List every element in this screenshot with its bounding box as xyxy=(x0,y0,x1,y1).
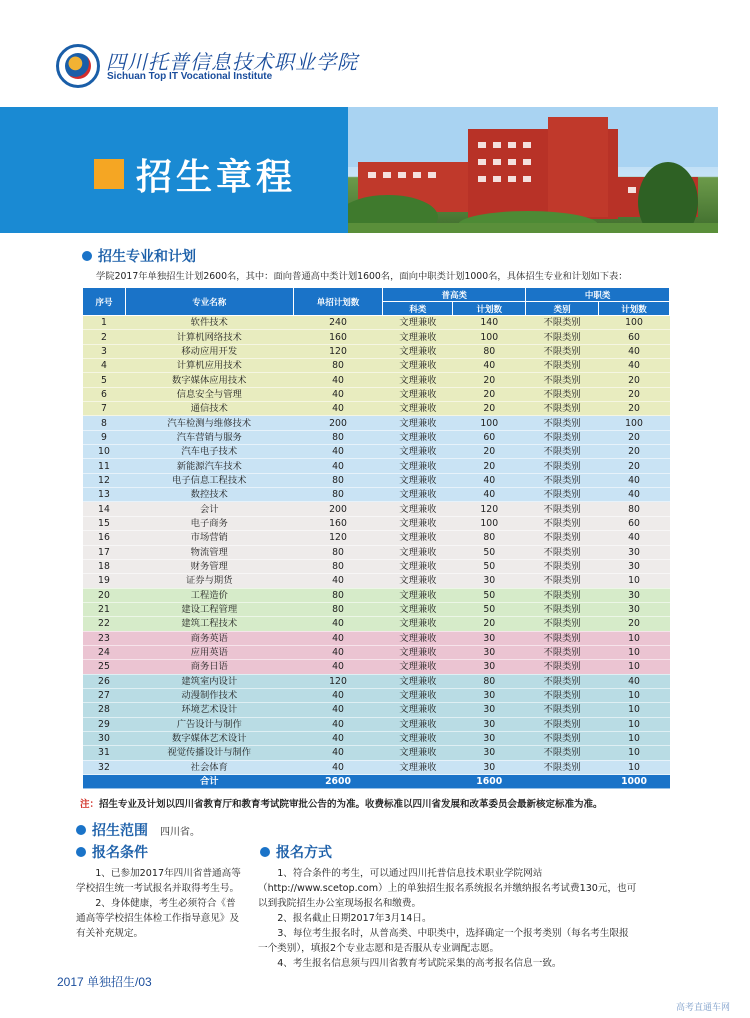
table-cell: 应用英语 xyxy=(125,645,293,659)
table-cell: 20 xyxy=(599,430,670,444)
table-cell: 文理兼收 xyxy=(383,502,453,516)
table-cell: 不限类别 xyxy=(526,617,599,631)
table-cell: 9 xyxy=(83,430,126,444)
table-cell: 汽车电子技术 xyxy=(125,445,293,459)
table-cell: 不限类别 xyxy=(526,473,599,487)
table-row xyxy=(83,387,670,401)
table-cell: 32 xyxy=(83,760,126,774)
table-cell: 数控技术 xyxy=(125,488,293,502)
table-cell: 文理兼收 xyxy=(383,359,453,373)
table-cell: 文理兼收 xyxy=(383,760,453,774)
table-cell: 40 xyxy=(293,445,383,459)
table-row xyxy=(83,703,670,717)
section-scope-heading: 招生范围 四川省。 xyxy=(76,820,200,840)
table-cell: 不限类别 xyxy=(526,688,599,702)
table-cell: 80 xyxy=(293,588,383,602)
th-general: 普高类 xyxy=(383,288,526,302)
table-cell: 120 xyxy=(453,502,526,516)
table-cell: 40 xyxy=(293,402,383,416)
table-cell: 100 xyxy=(453,416,526,430)
table-row xyxy=(83,430,670,444)
section-conditions-heading: 报名条件 xyxy=(76,842,148,862)
school-name-cn: 四川托普信息技术职业学院 xyxy=(106,50,358,74)
table-cell: 14 xyxy=(83,502,126,516)
table-cell: 40 xyxy=(599,488,670,502)
table-cell: 不限类别 xyxy=(526,430,599,444)
table-cell: 不限类别 xyxy=(526,746,599,760)
table-cell: 20 xyxy=(453,617,526,631)
table-cell: 不限类别 xyxy=(526,316,599,330)
table-cell: 11 xyxy=(83,459,126,473)
table-cell: 信息安全与管理 xyxy=(125,387,293,401)
table-cell: 物流管理 xyxy=(125,545,293,559)
table-cell: 40 xyxy=(293,373,383,387)
table-cell: 10 xyxy=(599,574,670,588)
table-cell: 数字媒体艺术设计 xyxy=(125,731,293,745)
table-row xyxy=(83,373,670,387)
table-cell: 30 xyxy=(453,631,526,645)
table-cell: 4 xyxy=(83,359,126,373)
table-cell: 25 xyxy=(83,660,126,674)
table-cell: 证券与期货 xyxy=(125,574,293,588)
table-cell: 40 xyxy=(293,717,383,731)
table-cell: 不限类别 xyxy=(526,660,599,674)
table-cell: 80 xyxy=(453,344,526,358)
table-cell: 40 xyxy=(453,473,526,487)
table-cell: 30 xyxy=(453,703,526,717)
table-row xyxy=(83,760,670,774)
table-cell: 文理兼收 xyxy=(383,387,453,401)
table-row xyxy=(83,531,670,545)
table-cell: 20 xyxy=(599,445,670,459)
total-plan: 2600 xyxy=(293,775,383,789)
school-name-en: Sichuan Top IT Vocational Institute xyxy=(107,71,273,82)
method-item: 1、符合条件的考生，可以通过四川托普信息技术职业学院网站（http://www.scetop.com）上的单独招生报名系统报名并缴纳报名考试费130元，也可以到我院招生办公室现场报名和缴费。 xyxy=(258,868,637,909)
table-cell: 不限类别 xyxy=(526,531,599,545)
table-cell: 文理兼收 xyxy=(383,445,453,459)
plan-intro: 学院2017年单独招生计划2600名，其中：面向普通高中类计划1600名，面向中职类计划1000名，具体招生专业和计划如下表： xyxy=(96,271,628,282)
table-cell: 24 xyxy=(83,645,126,659)
campus-photo xyxy=(348,107,718,233)
total-row xyxy=(83,775,670,789)
table-cell: 20 xyxy=(599,617,670,631)
table-cell: 文理兼收 xyxy=(383,660,453,674)
table-cell: 40 xyxy=(599,344,670,358)
table-cell: 40 xyxy=(293,746,383,760)
table-cell: 动漫制作技术 xyxy=(125,688,293,702)
table-cell: 80 xyxy=(293,545,383,559)
table-cell: 20 xyxy=(599,387,670,401)
table-cell: 10 xyxy=(599,688,670,702)
table-cell: 13 xyxy=(83,488,126,502)
table-cell: 20 xyxy=(453,373,526,387)
table-cell: 文理兼收 xyxy=(383,703,453,717)
table-cell: 40 xyxy=(599,359,670,373)
table-cell: 10 xyxy=(599,645,670,659)
table-cell: 50 xyxy=(453,602,526,616)
table-cell: 文理兼收 xyxy=(383,688,453,702)
table-cell: 100 xyxy=(453,516,526,530)
table-cell: 不限类别 xyxy=(526,502,599,516)
table-cell: 40 xyxy=(293,760,383,774)
table-cell: 20 xyxy=(453,445,526,459)
table-cell: 不限类别 xyxy=(526,574,599,588)
table-cell: 计算机网络技术 xyxy=(125,330,293,344)
table-cell: 不限类别 xyxy=(526,588,599,602)
table-cell: 1 xyxy=(83,316,126,330)
table-cell: 100 xyxy=(599,416,670,430)
table-cell: 40 xyxy=(599,531,670,545)
table-cell: 240 xyxy=(293,316,383,330)
conditions-list xyxy=(76,866,244,941)
table-row xyxy=(83,717,670,731)
table-cell: 100 xyxy=(453,330,526,344)
table-cell: 50 xyxy=(453,559,526,573)
table-cell: 20 xyxy=(599,373,670,387)
table-cell: 10 xyxy=(599,760,670,774)
method-item: 4、考生报名信息须与四川省教育考试院采集的高考报名信息一致。 xyxy=(277,958,562,969)
table-cell: 财务管理 xyxy=(125,559,293,573)
table-cell: 文理兼收 xyxy=(383,516,453,530)
table-cell: 19 xyxy=(83,574,126,588)
table-cell: 80 xyxy=(293,359,383,373)
table-cell: 15 xyxy=(83,516,126,530)
table-cell: 汽车营销与服务 xyxy=(125,430,293,444)
table-cell: 不限类别 xyxy=(526,488,599,502)
table-cell: 商务英语 xyxy=(125,631,293,645)
table-cell: 建筑工程技术 xyxy=(125,617,293,631)
table-cell: 文理兼收 xyxy=(383,402,453,416)
table-cell: 120 xyxy=(293,674,383,688)
th-category: 类别 xyxy=(526,302,599,316)
table-cell: 40 xyxy=(293,660,383,674)
banner-title: 招生章程 xyxy=(136,157,297,198)
table-cell: 文理兼收 xyxy=(383,473,453,487)
table-cell: 不限类别 xyxy=(526,330,599,344)
table-cell: 40 xyxy=(293,703,383,717)
table-cell: 17 xyxy=(83,545,126,559)
method-item: 3、每位考生报名时，从普高类、中职类中，选择确定一个报考类别（每名考生限报一个类别），填报2个专业志愿和是否服从专业调配志愿。 xyxy=(258,928,629,954)
table-cell: 数字媒体应用技术 xyxy=(125,373,293,387)
table-cell: 文理兼收 xyxy=(383,416,453,430)
table-cell: 40 xyxy=(293,645,383,659)
table-cell: 文理兼收 xyxy=(383,531,453,545)
table-cell: 文理兼收 xyxy=(383,316,453,330)
table-cell: 60 xyxy=(599,330,670,344)
table-cell: 文理兼收 xyxy=(383,674,453,688)
table-cell: 30 xyxy=(453,717,526,731)
table-cell: 20 xyxy=(453,459,526,473)
table-cell: 建设工程管理 xyxy=(125,602,293,616)
table-cell: 27 xyxy=(83,688,126,702)
table-cell: 40 xyxy=(293,387,383,401)
table-cell: 200 xyxy=(293,502,383,516)
table-cell: 不限类别 xyxy=(526,344,599,358)
table-cell: 60 xyxy=(453,430,526,444)
table-cell: 2 xyxy=(83,330,126,344)
table-cell: 12 xyxy=(83,473,126,487)
table-cell: 移动应用开发 xyxy=(125,344,293,358)
table-cell: 环境艺术设计 xyxy=(125,703,293,717)
table-cell: 广告设计与制作 xyxy=(125,717,293,731)
table-cell: 200 xyxy=(293,416,383,430)
th-vocational: 中职类 xyxy=(526,288,670,302)
table-cell: 80 xyxy=(453,531,526,545)
table-cell: 文理兼收 xyxy=(383,746,453,760)
table-cell: 160 xyxy=(293,516,383,530)
table-cell: 文理兼收 xyxy=(383,459,453,473)
th-plan: 单招计划数 xyxy=(293,288,383,316)
table-cell: 20 xyxy=(453,402,526,416)
table-cell: 不限类别 xyxy=(526,631,599,645)
table-cell: 80 xyxy=(293,473,383,487)
table-cell: 电子信息工程技术 xyxy=(125,473,293,487)
section-method-heading: 报名方式 xyxy=(260,842,332,862)
table-row xyxy=(83,459,670,473)
table-cell: 80 xyxy=(293,488,383,502)
table-cell: 16 xyxy=(83,531,126,545)
table-cell: 新能源汽车技术 xyxy=(125,459,293,473)
table-row xyxy=(83,344,670,358)
table-cell: 工程造价 xyxy=(125,588,293,602)
th-no: 序号 xyxy=(83,288,126,316)
th-gplan: 计划数 xyxy=(453,302,526,316)
table-cell: 10 xyxy=(599,660,670,674)
table-cell: 10 xyxy=(599,731,670,745)
table-cell: 不限类别 xyxy=(526,760,599,774)
table-cell: 22 xyxy=(83,617,126,631)
table-cell: 文理兼收 xyxy=(383,645,453,659)
table-cell: 计算机应用技术 xyxy=(125,359,293,373)
table-cell: 120 xyxy=(293,531,383,545)
condition-item: 1、已参加2017年四川省普通高等学校招生统一考试报名并取得考生号。 xyxy=(76,868,241,894)
table-cell: 40 xyxy=(599,674,670,688)
table-cell: 不限类别 xyxy=(526,559,599,573)
table-cell: 160 xyxy=(293,330,383,344)
table-cell: 商务日语 xyxy=(125,660,293,674)
table-cell: 不限类别 xyxy=(526,459,599,473)
table-cell: 10 xyxy=(599,717,670,731)
total-label: 合计 xyxy=(125,775,293,789)
table-row xyxy=(83,559,670,573)
table-row xyxy=(83,488,670,502)
table-cell: 31 xyxy=(83,746,126,760)
table-row xyxy=(83,416,670,430)
page-footer: 2017 单独招生/03 xyxy=(57,975,152,989)
table-cell: 文理兼收 xyxy=(383,344,453,358)
total-vplan: 1000 xyxy=(599,775,670,789)
table-cell: 文理兼收 xyxy=(383,430,453,444)
table-cell: 不限类别 xyxy=(526,717,599,731)
table-cell: 建筑室内设计 xyxy=(125,674,293,688)
table-row xyxy=(83,574,670,588)
table-row xyxy=(83,660,670,674)
table-cell: 40 xyxy=(453,359,526,373)
table-cell: 30 xyxy=(599,559,670,573)
enrollment-table xyxy=(82,287,670,789)
table-cell: 市场营销 xyxy=(125,531,293,545)
table-row xyxy=(83,502,670,516)
table-cell: 100 xyxy=(599,316,670,330)
table-cell: 30 xyxy=(599,588,670,602)
section-plan-heading: 招生专业和计划 xyxy=(82,246,196,266)
watermark: 高考直通车网 xyxy=(676,1003,731,1013)
th-subject: 科类 xyxy=(383,302,453,316)
table-cell: 120 xyxy=(293,344,383,358)
table-cell: 视觉传播设计与制作 xyxy=(125,746,293,760)
table-cell: 不限类别 xyxy=(526,545,599,559)
table-cell: 社会体育 xyxy=(125,760,293,774)
table-cell: 不限类别 xyxy=(526,373,599,387)
table-cell: 文理兼收 xyxy=(383,373,453,387)
table-row xyxy=(83,330,670,344)
table-row xyxy=(83,645,670,659)
table-cell: 20 xyxy=(83,588,126,602)
table-cell: 不限类别 xyxy=(526,731,599,745)
table-cell: 不限类别 xyxy=(526,387,599,401)
table-cell: 28 xyxy=(83,703,126,717)
table-cell: 29 xyxy=(83,717,126,731)
table-cell: 30 xyxy=(453,645,526,659)
school-logo xyxy=(56,44,100,88)
table-cell: 文理兼收 xyxy=(383,330,453,344)
table-cell: 30 xyxy=(453,574,526,588)
table-row xyxy=(83,359,670,373)
table-cell: 软件技术 xyxy=(125,316,293,330)
table-cell: 电子商务 xyxy=(125,516,293,530)
table-cell: 7 xyxy=(83,402,126,416)
table-cell: 23 xyxy=(83,631,126,645)
table-cell: 不限类别 xyxy=(526,516,599,530)
table-cell: 30 xyxy=(453,688,526,702)
table-cell: 26 xyxy=(83,674,126,688)
table-cell: 文理兼收 xyxy=(383,631,453,645)
table-cell: 50 xyxy=(453,588,526,602)
table-cell: 80 xyxy=(599,502,670,516)
table-cell: 40 xyxy=(293,631,383,645)
method-item: 2、报名截止日期2017年3月14日。 xyxy=(277,913,432,924)
table-row xyxy=(83,588,670,602)
table-cell: 80 xyxy=(293,559,383,573)
table-cell: 80 xyxy=(293,430,383,444)
table-cell: 60 xyxy=(599,516,670,530)
table-cell: 10 xyxy=(599,703,670,717)
table-cell: 40 xyxy=(293,731,383,745)
table-cell: 50 xyxy=(453,545,526,559)
table-cell: 文理兼收 xyxy=(383,731,453,745)
table-row xyxy=(83,674,670,688)
table-cell: 不限类别 xyxy=(526,602,599,616)
total-gplan: 1600 xyxy=(453,775,526,789)
table-cell: 80 xyxy=(453,674,526,688)
table-cell: 40 xyxy=(453,488,526,502)
table-cell: 30 xyxy=(453,746,526,760)
table-cell: 汽车检测与维修技术 xyxy=(125,416,293,430)
table-cell: 不限类别 xyxy=(526,703,599,717)
table-cell: 通信技术 xyxy=(125,402,293,416)
table-row xyxy=(83,316,670,330)
table-row xyxy=(83,445,670,459)
table-cell: 40 xyxy=(293,688,383,702)
table-cell: 30 xyxy=(453,760,526,774)
table-cell: 文理兼收 xyxy=(383,602,453,616)
table-cell: 40 xyxy=(293,574,383,588)
table-cell: 30 xyxy=(453,660,526,674)
scope-value: 四川省。 xyxy=(160,826,200,838)
table-cell: 30 xyxy=(453,731,526,745)
table-cell: 文理兼收 xyxy=(383,545,453,559)
condition-item: 2、身体健康，考生必须符合《普通高等学校招生体检工作指导意见》及有关补充规定。 xyxy=(76,898,240,939)
th-vplan: 计划数 xyxy=(599,302,670,316)
table-row xyxy=(83,402,670,416)
table-cell: 会计 xyxy=(125,502,293,516)
table-cell: 20 xyxy=(453,387,526,401)
table-cell: 6 xyxy=(83,387,126,401)
table-cell: 文理兼收 xyxy=(383,488,453,502)
table-cell: 40 xyxy=(599,473,670,487)
table-cell: 不限类别 xyxy=(526,359,599,373)
table-cell: 21 xyxy=(83,602,126,616)
table-cell: 不限类别 xyxy=(526,416,599,430)
table-cell: 不限类别 xyxy=(526,674,599,688)
table-cell: 140 xyxy=(453,316,526,330)
table-row xyxy=(83,617,670,631)
table-row xyxy=(83,473,670,487)
table-note: 注：招生专业及计划以四川省教育厅和教育考试院审批公告的为准。收费标准以四川省发展和改革委员会最新核定标准为准。 xyxy=(80,799,603,810)
method-list xyxy=(258,866,638,971)
table-cell: 文理兼收 xyxy=(383,574,453,588)
table-cell: 80 xyxy=(293,602,383,616)
th-major: 专业名称 xyxy=(125,288,293,316)
table-row xyxy=(83,602,670,616)
banner xyxy=(0,107,718,233)
table-row xyxy=(83,688,670,702)
table-cell: 文理兼收 xyxy=(383,717,453,731)
table-cell: 不限类别 xyxy=(526,445,599,459)
table-row xyxy=(83,631,670,645)
table-cell: 10 xyxy=(83,445,126,459)
table-row xyxy=(83,545,670,559)
table-cell: 30 xyxy=(83,731,126,745)
table-row xyxy=(83,746,670,760)
table-cell: 18 xyxy=(83,559,126,573)
table-cell: 40 xyxy=(293,459,383,473)
banner-square-icon xyxy=(94,159,124,189)
table-cell: 8 xyxy=(83,416,126,430)
table-cell: 3 xyxy=(83,344,126,358)
table-cell: 5 xyxy=(83,373,126,387)
table-cell: 文理兼收 xyxy=(383,617,453,631)
table-cell: 10 xyxy=(599,746,670,760)
table-cell: 40 xyxy=(293,617,383,631)
table-cell: 30 xyxy=(599,545,670,559)
table-cell: 文理兼收 xyxy=(383,559,453,573)
table-cell: 不限类别 xyxy=(526,645,599,659)
table-cell: 20 xyxy=(599,402,670,416)
table-cell: 文理兼收 xyxy=(383,588,453,602)
table-cell: 30 xyxy=(599,602,670,616)
table-row xyxy=(83,516,670,530)
table-cell: 10 xyxy=(599,631,670,645)
table-cell: 不限类别 xyxy=(526,402,599,416)
table-row xyxy=(83,731,670,745)
table-cell: 20 xyxy=(599,459,670,473)
